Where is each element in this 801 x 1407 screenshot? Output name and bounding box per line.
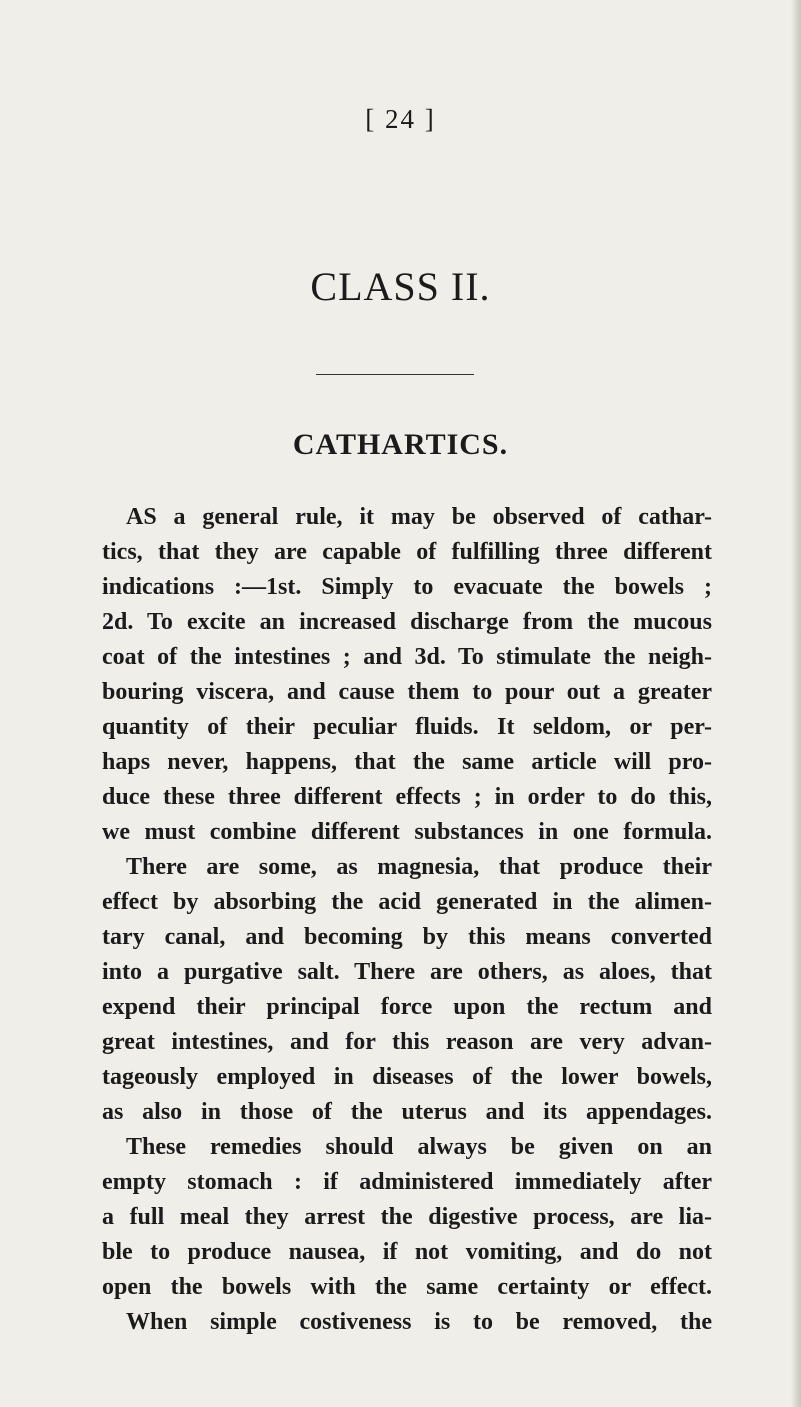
text-line: haps never, happens, that the same article will pro- bbox=[102, 749, 712, 775]
page-edge-shadow bbox=[791, 0, 801, 1407]
text-line: as also in those of the uterus and its appendages. bbox=[102, 1099, 712, 1125]
text-line: 2d. To excite an increased discharge from the mucous bbox=[102, 609, 712, 635]
text-line: When simple costiveness is to be removed, the bbox=[126, 1309, 712, 1335]
text-line: we must combine different substances in one formula. bbox=[102, 819, 712, 845]
body-text bbox=[102, 500, 712, 1340]
text-line: duce these three different effects ; in order to do this, bbox=[102, 784, 712, 810]
class-heading: CLASS II. bbox=[310, 264, 491, 309]
text-line: bouring viscera, and cause them to pour out a greater bbox=[102, 679, 712, 705]
text-line: a full meal they arrest the digestive process, are lia- bbox=[102, 1204, 712, 1230]
text-line: open the bowels with the same certainty or effect. bbox=[102, 1274, 712, 1300]
text-line: empty stomach : if administered immediately after bbox=[102, 1169, 712, 1195]
text-line: ble to produce nausea, if not vomiting, and do not bbox=[102, 1239, 712, 1265]
text-line: coat of the intestines ; and 3d. To stimulate the neigh- bbox=[102, 644, 712, 670]
page-number: [ 24 ] bbox=[365, 104, 436, 134]
text-line: indications :—1st. Simply to evacuate the bowels ; bbox=[102, 574, 712, 600]
heading-divider bbox=[316, 374, 474, 375]
text-line: tageously employed in diseases of the lower bowels, bbox=[102, 1064, 712, 1090]
text-line: effect by absorbing the acid generated in the alimen- bbox=[102, 889, 712, 915]
text-line: tary canal, and becoming by this means converted bbox=[102, 924, 712, 950]
text-line: These remedies should always be given on an bbox=[126, 1134, 712, 1160]
text-line: tics, that they are capable of fulfilling three different bbox=[102, 539, 712, 565]
text-line: expend their principal force upon the rectum and bbox=[102, 994, 712, 1020]
text-line: AS a general rule, it may be observed of cathar- bbox=[126, 504, 712, 530]
text-line: great intestines, and for this reason are very advan- bbox=[102, 1029, 712, 1055]
section-heading: CATHARTICS. bbox=[292, 428, 509, 461]
text-line: into a purgative salt. There are others, as aloes, that bbox=[102, 959, 712, 985]
text-line: quantity of their peculiar fluids. It seldom, or per- bbox=[102, 714, 712, 740]
text-line: There are some, as magnesia, that produce their bbox=[126, 854, 712, 880]
